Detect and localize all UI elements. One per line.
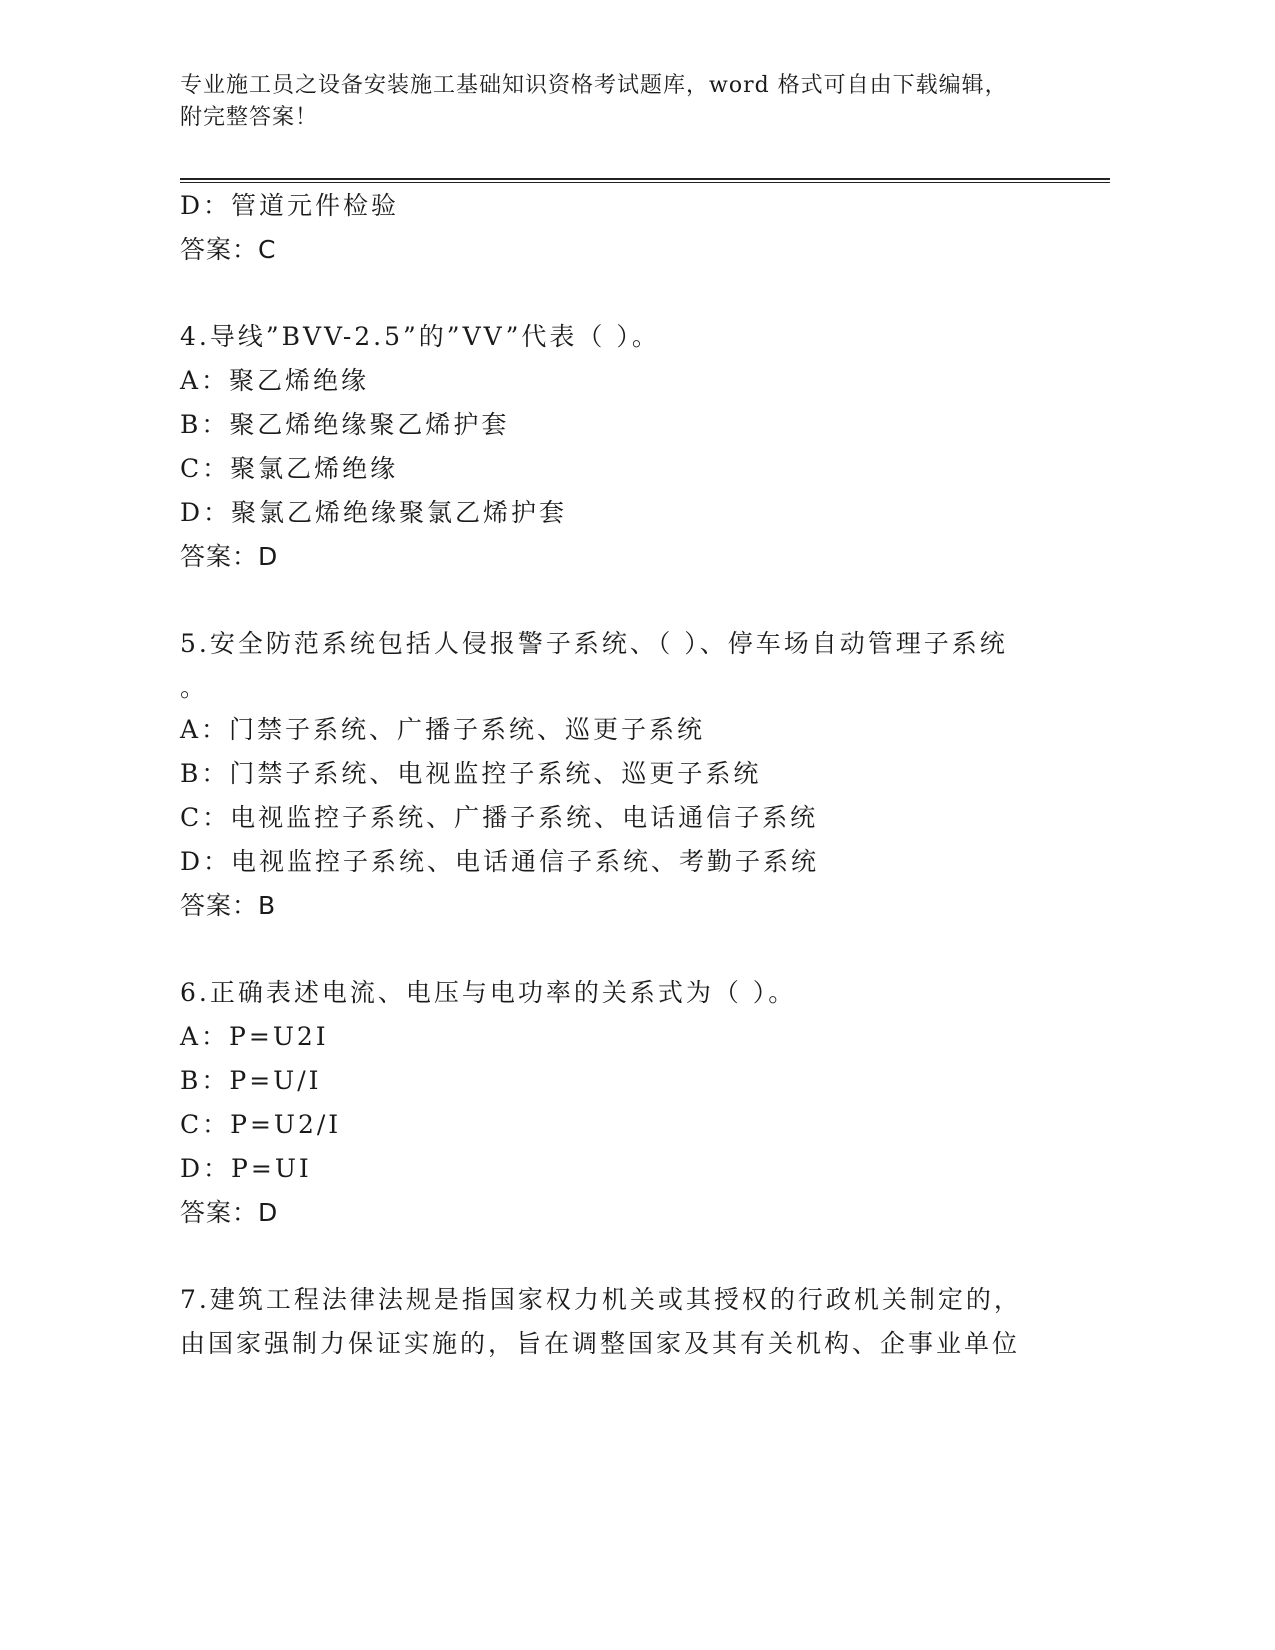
question-stem: 6.正确表述电流、电压与电功率的关系式为（ ）。 [180, 978, 797, 1007]
question-spacer [180, 272, 1110, 315]
page-header [180, 70, 1040, 134]
answer: 答案：D [180, 1198, 279, 1227]
question-list [180, 184, 1110, 1366]
option-a: A：P=U2I [180, 1022, 329, 1051]
option-a: A：门禁子系统、广播子系统、巡更子系统 [180, 715, 706, 744]
question-5 [180, 622, 1110, 928]
question-4 [180, 315, 1110, 579]
option-d: D：电视监控子系统、电话通信子系统、考勤子系统 [180, 847, 820, 876]
header-divider [180, 178, 1110, 183]
question-spacer [180, 579, 1110, 622]
question-spacer [180, 1235, 1110, 1278]
option-b: B：P=U/I [180, 1066, 322, 1095]
option-c: C：P=U2/I [180, 1110, 342, 1139]
option-d: D：聚氯乙烯绝缘聚氯乙烯护套 [180, 498, 568, 527]
question-spacer [180, 928, 1110, 971]
question-stem: 5.安全防范系统包括人侵报警子系统、（ ）、停车场自动管理子系统 [180, 629, 1008, 658]
option-d: D：P=UI [180, 1154, 312, 1183]
option-b: B：门禁子系统、电视监控子系统、巡更子系统 [180, 759, 762, 788]
question-stem: 7.建筑工程法律法规是指国家权力机关或其授权的行政机关制定的， [180, 1285, 1022, 1314]
answer: 答案：D [180, 542, 279, 571]
answer: 答案：C [180, 235, 277, 264]
question-stem: 4.导线”BVV-2.5”的”VV”代表（ ）。 [180, 322, 660, 351]
option-c: C：电视监控子系统、广播子系统、电话通信子系统 [180, 803, 819, 832]
header-line-2: 附完整答案！ [180, 105, 319, 130]
header-line-1: 专业施工员之设备安装施工基础知识资格考试题库，word 格式可自由下载编辑， [180, 73, 1008, 98]
option-d: D：管道元件检验 [180, 191, 400, 220]
option-b: B：聚乙烯绝缘聚乙烯护套 [180, 410, 510, 439]
question-6 [180, 971, 1110, 1235]
question-7 [180, 1278, 1110, 1366]
answer: 答案：B [180, 891, 277, 920]
question-stem-line-2: 由国家强制力保证实施的，旨在调整国家及其有关机构、企事业单位 [180, 1329, 1021, 1358]
option-c: C：聚氯乙烯绝缘 [180, 454, 399, 483]
question-stem-continuation: 。 [180, 673, 206, 702]
option-a: A：聚乙烯绝缘 [180, 366, 370, 395]
document-page [180, 0, 1110, 1650]
question-3 [180, 184, 1110, 272]
